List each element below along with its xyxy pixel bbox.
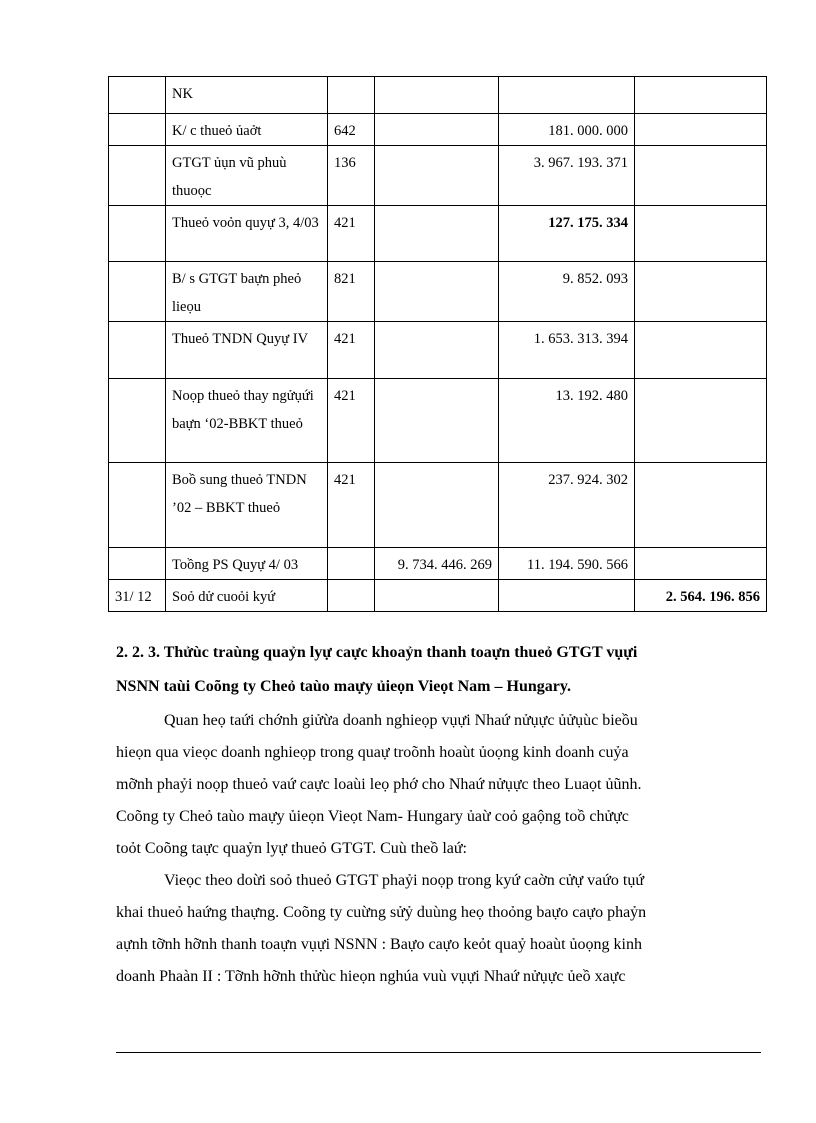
date-cell [109,146,166,206]
heading-line: 2. 2. 3. Thửùc traùng quaỷn lyự caực khoaỷn thanh toaựn thueỏ GTGT vụựi [116,644,638,661]
table-row [109,114,767,146]
heading-line: NSNN taùi Coõng ty Cheỏ taùo maựy ủieọn Vieọt Nam – Hungary. [116,678,571,695]
paragraph-line: mỡnh phaỷi noọp thueỏ vaứ caực loaùi leọ phớ cho Nhaứ nửụực theo Luaọt ủũnh. [116,776,642,793]
account-cell [328,77,375,114]
debit-cell [375,77,499,114]
footer-rule [116,1052,761,1053]
description-cell: Noọp thueỏ thay ngửụứi baựn ‘02-BBKT thueỏ [166,379,328,463]
date-cell [109,262,166,322]
account-cell: 421 [328,463,375,548]
balance-cell [635,206,767,262]
paragraph-1 [116,705,761,865]
date-cell: 31/ 12 [109,580,166,612]
debit-cell: 9. 734. 446. 269 [375,548,499,580]
description-cell: NK [166,77,328,114]
paragraph-2 [116,865,761,993]
debit-cell [375,580,499,612]
description-cell: Thueỏ voỏn quyự 3, 4/03 [166,206,328,262]
credit-cell: 9. 852. 093 [499,262,635,322]
ledger-table [108,76,767,612]
balance-cell [635,262,767,322]
balance-cell [635,77,767,114]
account-cell: 421 [328,206,375,262]
section-heading [116,636,766,704]
table-row [109,206,767,262]
credit-cell: 1. 653. 313. 394 [499,322,635,379]
date-cell [109,206,166,262]
credit-cell: 181. 000. 000 [499,114,635,146]
paragraph-line: aựnh tỡnh hỡnh thanh toaựn vụựi NSNN : Baựo caựo keỏt quaỷ hoaùt ủoọng kinh [116,936,642,953]
balance-cell [635,548,767,580]
date-cell [109,548,166,580]
account-cell [328,548,375,580]
table-row [109,262,767,322]
credit-cell: 11. 194. 590. 566 [499,548,635,580]
table-row [109,379,767,463]
description-cell: GTGT ủụn vũ phuù thuoọc [166,146,328,206]
paragraph-line: khai thueỏ haứng thaựng. Coõng ty cuừng sửỷ duùng heọ thoỏng baựo caựo phaỷn [116,904,647,921]
debit-cell [375,206,499,262]
paragraph-line: Coõng ty Cheỏ taùo maựy ủieọn Vieọt Nam- Hungary ủaừ coỏ gaộng toồ chửực [116,808,629,825]
debit-cell [375,463,499,548]
account-cell: 421 [328,379,375,463]
date-cell [109,322,166,379]
credit-cell [499,580,635,612]
account-cell: 642 [328,114,375,146]
account-cell: 136 [328,146,375,206]
table-row [109,322,767,379]
table-row [109,548,767,580]
credit-cell: 237. 924. 302 [499,463,635,548]
debit-cell [375,262,499,322]
table-row [109,580,767,612]
paragraph-line: toỏt Coõng taực quaỷn lyự thueỏ GTGT. Cuù theồ laứ: [116,840,467,857]
date-cell [109,114,166,146]
balance-cell [635,114,767,146]
balance-cell [635,379,767,463]
balance-cell [635,463,767,548]
account-cell: 821 [328,262,375,322]
debit-cell [375,146,499,206]
paragraph-line: Quan heọ taứi chớnh giửừa doanh nghieọp vụựi Nhaứ nửụực ủửụùc bieồu [164,712,638,729]
balance-cell [635,146,767,206]
table-row [109,146,767,206]
description-cell: Toồng PS Quyự 4/ 03 [166,548,328,580]
description-cell: K/ c thueỏ ủaởt [166,114,328,146]
description-cell: Soỏ dử cuoỏi kyứ [166,580,328,612]
account-cell: 421 [328,322,375,379]
debit-cell [375,379,499,463]
credit-cell [499,77,635,114]
table-row [109,463,767,548]
date-cell [109,463,166,548]
date-cell [109,379,166,463]
debit-cell [375,114,499,146]
balance-cell: 2. 564. 196. 856 [635,580,767,612]
paragraph-line: hieọn qua vieọc doanh nghieọp trong quaự troõnh hoaùt ủoọng kinh doanh cuỷa [116,744,629,761]
description-cell: B/ s GTGT baựn pheỏ lieọu [166,262,328,322]
description-cell: Thueỏ TNDN Quyự IV [166,322,328,379]
debit-cell [375,322,499,379]
table-row [109,77,767,114]
date-cell [109,77,166,114]
credit-cell: 127. 175. 334 [499,206,635,262]
description-cell: Boồ sung thueỏ TNDN ’02 – BBKT thueỏ [166,463,328,548]
paragraph-line: doanh Phaàn II : Tỡnh hỡnh thửùc hieọn nghúa vuù vụựi Nhaứ nửụực ủeồ xaực [116,968,626,985]
balance-cell [635,322,767,379]
paragraph-line: Vieọc theo doừi soỏ thueỏ GTGT phaỷi noọp trong kyứ caờn cửự vaứo tụứ [164,872,645,889]
account-cell [328,580,375,612]
credit-cell: 3. 967. 193. 371 [499,146,635,206]
credit-cell: 13. 192. 480 [499,379,635,463]
